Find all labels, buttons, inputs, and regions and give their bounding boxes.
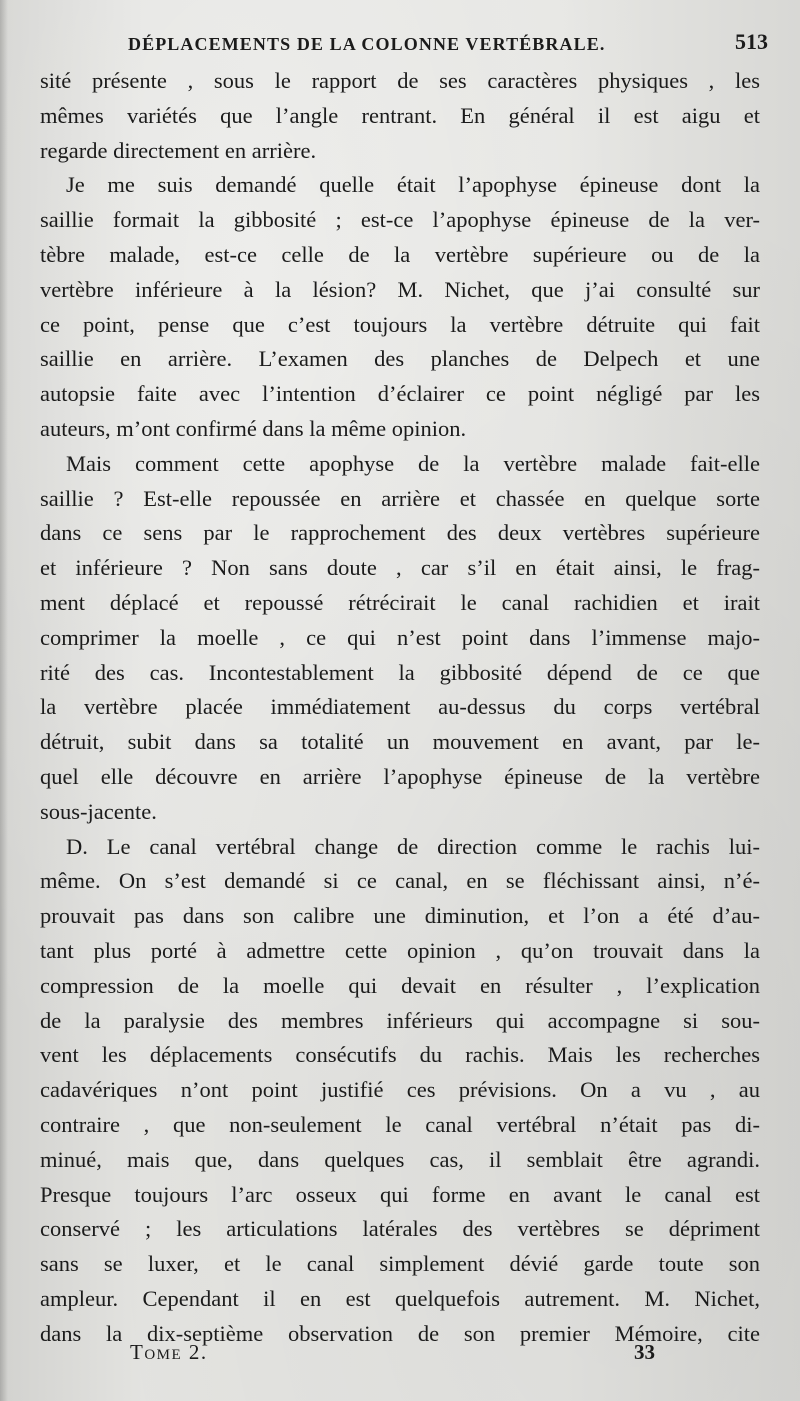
text-line: dans ce sens par le rapprochement des deux vertèbres supérieure	[40, 520, 760, 546]
text-line: mêmes variétés que l’angle rentrant. En général il est aigu et	[40, 102, 760, 128]
running-title: DÉPLACEMENTS DE LA COLONNE VERTÉBRALE.	[128, 34, 606, 54]
text-line: Presque toujours l’arc osseux qui forme en avant le canal est	[40, 1181, 760, 1207]
body-text	[40, 64, 760, 1351]
text-line: regarde directement en arrière.	[40, 137, 317, 163]
page-number: 513	[735, 29, 768, 54]
text-line: autopsie faite avec l’intention d’éclairer ce point négligé par les	[40, 381, 760, 407]
text-line: rité des cas. Incontestablement la gibbosité dépend de ce que	[40, 659, 760, 685]
text-line: saillie ? Est-elle repoussée en arrière et chassée en quelque sorte	[40, 485, 760, 511]
text-line: ce point, pense que c’est toujours la vertèbre détruite qui fait	[40, 311, 760, 337]
text-line: Mais comment cette apophyse de la vertèbre malade fait-elle	[66, 450, 760, 476]
text-line: cadavériques n’ont point justifié ces prévisions. On a vu , au	[40, 1077, 760, 1103]
text-line: vertèbre inférieure à la lésion? M. Nichet, que j’ai consulté sur	[40, 276, 760, 302]
text-line: détruit, subit dans sa totalité un mouvement en avant, par le-	[40, 729, 760, 755]
text-line: même. On s’est demandé si ce canal, en se fléchissant ainsi, n’é-	[40, 868, 760, 894]
text-line: comprimer la moelle , ce qui n’est point dans l’immense majo-	[40, 624, 760, 650]
text-line: Je me suis demandé quelle était l’apophyse épineuse dont la	[66, 172, 760, 198]
text-line: la vertèbre placée immédiatement au-dessus du corps vertébral	[40, 694, 760, 720]
text-line: ampleur. Cependant il en est quelquefois autrement. M. Nichet,	[40, 1285, 760, 1311]
text-line: auteurs, m’ont confirmé dans la même opinion.	[40, 415, 467, 441]
text-line: conservé ; les articulations latérales des vertèbres se dépriment	[40, 1216, 760, 1242]
running-head	[110, 29, 770, 56]
text-line: contraire , que non-seulement le canal vertébral n’était pas di-	[40, 1111, 760, 1137]
text-line: tant plus porté à admettre cette opinion , qu’on trouvait dans la	[40, 937, 760, 963]
text-line: tèbre malade, est-ce celle de la vertèbre supérieure ou de la	[40, 241, 760, 267]
text-line: dans la dix-septième observation de son premier Mémoire, cite	[40, 1320, 760, 1346]
volume-signature: Tome 2.	[130, 1340, 208, 1364]
text-line: saillie formait la gibbosité ; est-ce l’apophyse épineuse de la ver-	[40, 207, 760, 233]
text-line: ment déplacé et repoussé rétrécirait le canal rachidien et irait	[40, 589, 760, 615]
text-line: quel elle découvre en arrière l’apophyse épineuse de la vertèbre	[40, 763, 760, 789]
text-line: de la paralysie des membres inférieurs qui accompagne si sou-	[40, 1007, 760, 1033]
text-line: D. Le canal vertébral change de direction comme le rachis lui-	[66, 833, 760, 859]
text-line: vent les déplacements consécutifs du rachis. Mais les recherches	[40, 1042, 760, 1068]
text-line: sité présente , sous le rapport de ses caractères physiques , les	[40, 68, 760, 93]
page-footer	[130, 1338, 690, 1366]
text-line: et inférieure ? Non sans doute , car s’il en était ainsi, le frag-	[40, 555, 760, 581]
sheet-number: 33	[634, 1340, 655, 1364]
text-line: prouvait pas dans son calibre une diminution, et l’on a été d’au-	[40, 903, 760, 929]
text-line: minué, mais que, dans quelques cas, il semblait être agrandi.	[40, 1146, 760, 1172]
text-line: compression de la moelle qui devait en résulter , l’explication	[40, 972, 760, 998]
text-line: sans se luxer, et le canal simplement dévié garde toute son	[40, 1251, 760, 1277]
text-line: saillie en arrière. L’examen des planches de Delpech et une	[40, 346, 760, 372]
text-line: sous-jacente.	[40, 798, 157, 824]
